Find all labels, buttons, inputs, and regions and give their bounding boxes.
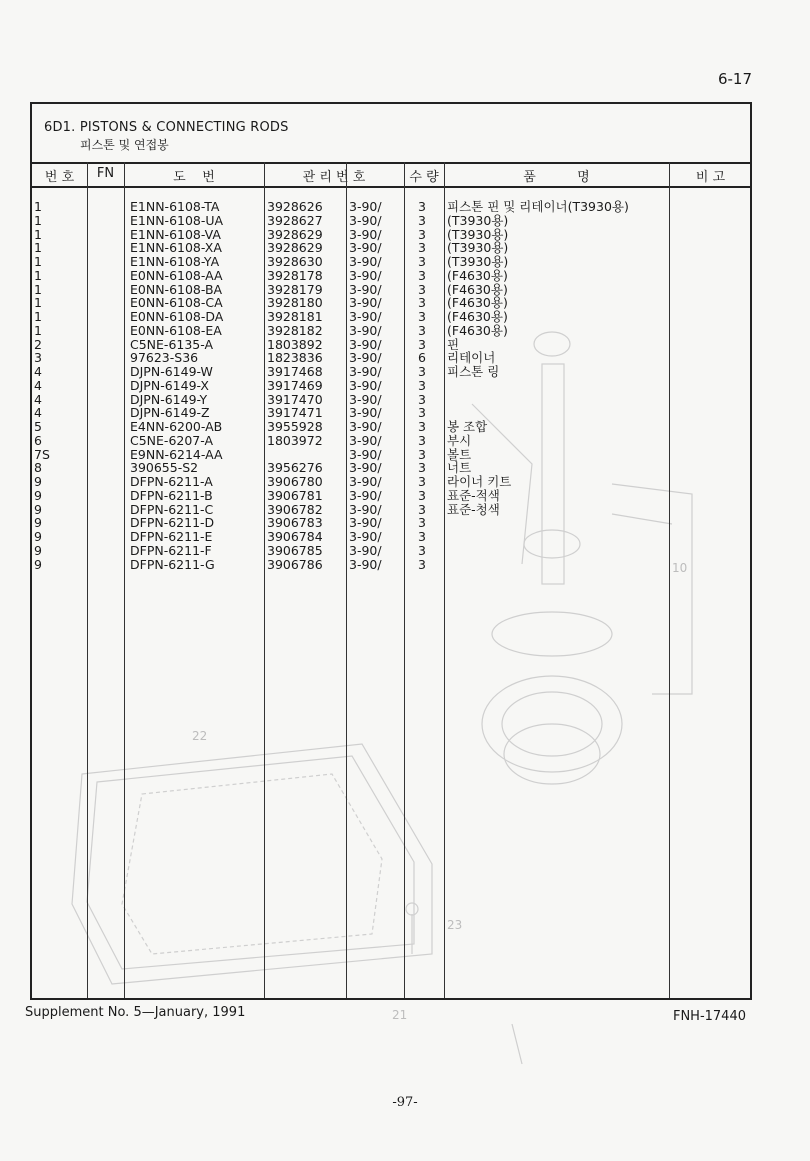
row-number: 9 (34, 487, 42, 503)
row-number: 1 (34, 199, 42, 214)
row-number: 4 (34, 377, 42, 393)
quantity: 3 (418, 199, 426, 214)
table-row (32, 283, 750, 297)
part-name: 표준-청색 (447, 501, 500, 517)
table-row (32, 461, 750, 475)
revision-date: 3-90/ (349, 364, 382, 379)
table-row (32, 379, 750, 393)
control-number: 3906784 (267, 529, 323, 544)
footer-code: FNH-17440 (672, 1009, 746, 1024)
part-number: E4NN-6200-AB (130, 419, 223, 434)
control-number: 3928627 (267, 212, 323, 228)
control-number: 3928626 (267, 199, 323, 214)
part-number: DJPN-6149-W (130, 364, 213, 379)
control-number: 3955928 (267, 419, 323, 434)
part-number: DJPN-6149-X (130, 377, 209, 393)
part-number: 390655-S2 (130, 460, 199, 476)
row-number: 9 (34, 556, 42, 572)
quantity: 3 (418, 515, 426, 531)
quantity: 6 (418, 350, 426, 366)
revision-date: 3-90/ (349, 556, 382, 572)
callout-22: 22 (192, 729, 208, 743)
part-name: (F4630용) (447, 267, 508, 283)
part-name: (F4630용) (447, 322, 508, 338)
revision-date: 3-90/ (349, 474, 382, 489)
table-row (32, 255, 750, 269)
row-number: 5 (34, 419, 42, 434)
part-number: E0NN-6108-EA (130, 322, 222, 338)
row-number: 1 (34, 309, 42, 324)
part-name: (F4630용) (447, 295, 508, 311)
part-number: DFPN-6211-G (130, 556, 215, 572)
row-number: 1 (34, 240, 42, 256)
part-name: (T3930용) (447, 240, 509, 256)
control-number: 3928181 (267, 309, 323, 324)
revision-date: 3-90/ (349, 295, 382, 311)
part-name: (F4630용) (447, 281, 508, 297)
revision-date: 3-90/ (349, 336, 382, 352)
column-header-no: 번 호 (44, 170, 75, 185)
row-number: 1 (34, 322, 42, 338)
callout-21: 21 (392, 1008, 408, 1022)
quantity: 3 (418, 254, 426, 269)
quantity: 3 (418, 419, 426, 434)
part-name: (F4630용) (447, 309, 508, 324)
revision-date: 3-90/ (349, 391, 382, 407)
table-row (32, 558, 750, 572)
revision-date: 3-90/ (349, 226, 382, 242)
row-number: 9 (34, 501, 42, 517)
footer-supplement: Supplement No. 5—January, 1991 (25, 1005, 246, 1020)
revision-date: 3-90/ (349, 460, 382, 476)
table-row (32, 324, 750, 338)
revision-date: 3-90/ (349, 487, 382, 503)
table-row (32, 351, 750, 365)
table-row (32, 516, 750, 530)
part-number: E1NN-6108-TA (130, 199, 220, 214)
table-row (32, 420, 750, 434)
quantity: 3 (418, 460, 426, 476)
table-row (32, 241, 750, 255)
column-header-fn: FN (96, 166, 115, 181)
column-header-control-no: 관 리 번 호 (302, 170, 366, 185)
row-number: 9 (34, 529, 42, 544)
revision-date: 3-90/ (349, 377, 382, 393)
table-row (32, 228, 750, 242)
part-number: DJPN-6149-Y (130, 391, 208, 407)
part-name: 피스톤 핀 및 리테이너(T3930용) (447, 199, 629, 214)
row-number: 9 (34, 515, 42, 531)
row-number: 1 (34, 267, 42, 283)
revision-date: 3-90/ (349, 405, 382, 421)
control-number: 1803972 (267, 432, 323, 448)
table-row (32, 296, 750, 310)
table-row (32, 365, 750, 379)
revision-date: 3-90/ (349, 446, 382, 462)
column-header-part-no: 도 번 (173, 170, 215, 185)
row-number: 4 (34, 405, 42, 421)
revision-date: 3-90/ (349, 515, 382, 531)
revision-date: 3-90/ (349, 309, 382, 324)
part-name: 너트 (447, 460, 472, 476)
revision-date: 3-90/ (349, 419, 382, 434)
revision-date: 3-90/ (349, 432, 382, 448)
control-number: 3906781 (267, 487, 323, 503)
row-number: 6 (34, 432, 42, 448)
table-row (32, 393, 750, 407)
part-number: E0NN-6108-DA (130, 309, 224, 324)
row-number: 1 (34, 281, 42, 297)
table-row (32, 434, 750, 448)
part-name: (T3930용) (447, 226, 509, 242)
part-number: E0NN-6108-AA (130, 267, 223, 283)
part-number: E1NN-6108-VA (130, 226, 221, 242)
quantity: 3 (418, 309, 426, 324)
row-number: 1 (34, 295, 42, 311)
part-number: DFPN-6211-D (130, 515, 215, 531)
revision-date: 3-90/ (349, 212, 382, 228)
part-number: DFPN-6211-B (130, 487, 213, 503)
table-row (32, 544, 750, 558)
row-number: 1 (34, 254, 42, 269)
part-number: 97623-S36 (130, 350, 199, 366)
row-number: 8 (34, 460, 42, 476)
table-row (32, 530, 750, 544)
part-name: 리테이너 (447, 350, 496, 366)
row-number: 3 (34, 350, 42, 366)
table-row (32, 214, 750, 228)
revision-date: 3-90/ (349, 322, 382, 338)
quantity: 3 (418, 446, 426, 462)
control-number: 3928630 (267, 254, 323, 269)
control-number: 3928629 (267, 240, 323, 256)
table-row (32, 200, 750, 214)
quantity: 3 (418, 501, 426, 517)
control-number: 1803892 (267, 336, 323, 352)
quantity: 3 (418, 556, 426, 572)
part-name: 라이너 키트 (447, 474, 512, 489)
part-name: 핀 (447, 336, 460, 352)
column-header-qty: 수 량 (409, 170, 439, 185)
quantity: 3 (418, 529, 426, 544)
revision-date: 3-90/ (349, 501, 382, 517)
row-number: 9 (34, 542, 42, 558)
table-row (32, 310, 750, 324)
quantity: 3 (418, 336, 426, 352)
quantity: 3 (418, 432, 426, 448)
control-number: 3917469 (267, 377, 323, 393)
part-number: E0NN-6108-CA (130, 295, 223, 311)
revision-date: 3-90/ (349, 254, 382, 269)
revision-date: 3-90/ (349, 240, 382, 256)
row-number: 9 (34, 474, 42, 489)
table-row (32, 475, 750, 489)
control-number: 3928178 (267, 267, 323, 283)
section-header (32, 104, 750, 164)
revision-date: 3-90/ (349, 281, 382, 297)
control-number: 3906785 (267, 542, 323, 558)
part-name: (T3930용) (447, 212, 509, 228)
row-number: 7S (34, 446, 50, 462)
table-row (32, 503, 750, 517)
quantity: 3 (418, 322, 426, 338)
row-number: 1 (34, 212, 42, 228)
control-number: 3906786 (267, 556, 323, 572)
table-row (32, 448, 750, 462)
table-row (32, 269, 750, 283)
part-number: DFPN-6211-E (130, 529, 213, 544)
quantity: 3 (418, 226, 426, 242)
section-code-title: 6D1. PISTONS & CONNECTING RODS (44, 120, 289, 135)
part-number: DFPN-6211-C (130, 501, 214, 517)
section-korean-title: 피스톤 및 연접봉 (80, 138, 169, 152)
callout-10: 10 (672, 561, 688, 575)
quantity: 3 (418, 487, 426, 503)
quantity: 3 (418, 474, 426, 489)
control-number: 3917471 (267, 405, 323, 421)
part-name: 표준-적색 (447, 487, 500, 503)
table-row (32, 338, 750, 352)
control-number: 3928629 (267, 226, 323, 242)
revision-date: 3-90/ (349, 542, 382, 558)
control-number: 1823836 (267, 350, 323, 366)
part-number: E1NN-6108-XA (130, 240, 222, 256)
control-number: 3928182 (267, 322, 323, 338)
part-number: C5NE-6135-A (130, 336, 214, 352)
revision-date: 3-90/ (349, 529, 382, 544)
part-number: E0NN-6108-BA (130, 281, 223, 297)
revision-date: 3-90/ (349, 350, 382, 366)
table-row (32, 406, 750, 420)
part-name: (T3930용) (447, 254, 509, 269)
quantity: 3 (418, 364, 426, 379)
control-number: 3928180 (267, 295, 323, 311)
column-header-remark: 비 고 (695, 170, 726, 185)
page-number-top: 6-17 (717, 70, 752, 88)
quantity: 3 (418, 267, 426, 283)
quantity: 3 (418, 240, 426, 256)
control-number: 3906780 (267, 474, 323, 489)
part-name: 부시 (447, 432, 472, 448)
row-number: 1 (34, 226, 42, 242)
revision-date: 3-90/ (349, 267, 382, 283)
column-header-row (32, 162, 750, 188)
part-number: DJPN-6149-Z (130, 405, 210, 421)
part-number: E1NN-6108-YA (130, 254, 220, 269)
quantity: 3 (418, 542, 426, 558)
row-number: 4 (34, 391, 42, 407)
part-number: DFPN-6211-F (130, 542, 212, 558)
row-number: 2 (34, 336, 42, 352)
control-number: 3906782 (267, 501, 323, 517)
quantity: 3 (418, 281, 426, 297)
revision-date: 3-90/ (349, 199, 382, 214)
part-number: C5NE-6207-A (130, 432, 214, 448)
part-name: 봉 조합 (447, 419, 488, 434)
quantity: 3 (418, 391, 426, 407)
quantity: 3 (418, 295, 426, 311)
control-number: 3917470 (267, 391, 323, 407)
row-number: 4 (34, 364, 42, 379)
callout-23: 23 (447, 918, 463, 932)
quantity: 3 (418, 212, 426, 228)
part-number: E1NN-6108-UA (130, 212, 224, 228)
part-name: 볼트 (447, 446, 472, 462)
control-number: 3906783 (267, 515, 323, 531)
part-number: DFPN-6211-A (130, 474, 213, 489)
quantity: 3 (418, 377, 426, 393)
control-number: 3928179 (267, 281, 323, 297)
table-row (32, 489, 750, 503)
part-name: 피스톤 링 (447, 364, 500, 379)
quantity: 3 (418, 405, 426, 421)
control-number: 3917468 (267, 364, 323, 379)
column-header-name: 품 명 (523, 170, 590, 185)
part-number: E9NN-6214-AA (130, 446, 223, 462)
control-number: 3956276 (267, 460, 323, 476)
page-number-bottom: -97- (392, 1095, 418, 1110)
